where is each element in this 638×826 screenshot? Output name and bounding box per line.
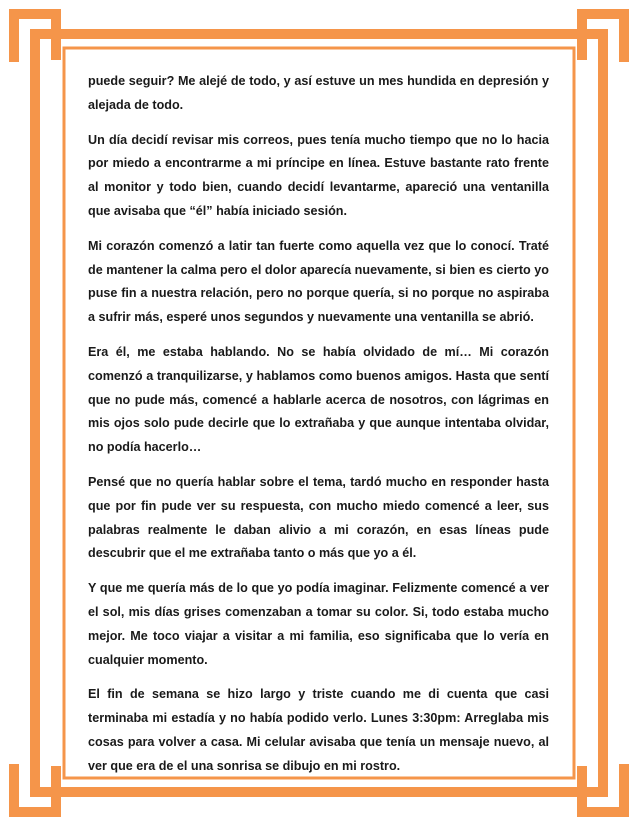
document-body xyxy=(88,70,549,790)
paragraph-5: Pensé que no quería hablar sobre el tema, tardó mucho en responder hasta que por fin pude ver su respuesta, con mucho miedo comencé a leer, sus palabras realmente le daban alivio a mi corazón, en esas líneas pude descubrir que el me extrañaba tanto o más que yo a él. xyxy=(88,474,549,561)
paragraph-7: El fin de semana se hizo largo y triste cuando me di cuenta que casi terminaba mi estadía y no había podido verlo. Lunes 3:30pm: Arreglaba mis cosas para volver a casa. Mi celular avisaba que tenía un mensaje nuevo, al ver que era de el una sonrisa se dibujo en mi rostro. xyxy=(88,687,549,773)
paragraph-6: Y que me quería más de lo que yo podía imaginar. Felizmente comencé a ver el sol, mis días grises comenzaban a tomar su color. Si, todo estaba mucho mejor. Me toco viajar a visitar a mi familia, eso significaba que lo vería en cualquier momento. xyxy=(88,581,549,667)
paragraph-3: Mi corazón comenzó a latir tan fuerte como aquella vez que lo conocí. Traté de mantener la calma pero el dolor aparecía nuevamente, si bien es cierto yo puse fin a nuestra relación, pero no porque quería, si no porque no aspiraba a sufrir más, esperé unos segundos y nuevamente una ventanilla se abrió. xyxy=(88,238,549,325)
paragraph-1: puede seguir? Me alejé de todo, y así estuve un mes hundida en depresión y alejada de todo. xyxy=(88,74,549,112)
paragraph-2: Un día decidí revisar mis correos, pues tenía mucho tiempo que no lo hacia por miedo a encontrarme a mi príncipe en línea. Estuve bastante rato frente al monitor y todo bien, cuando decidí levantarme, apareció una ventanilla que avisaba que “él” había iniciado sesión. xyxy=(88,132,549,218)
paragraph-4: Era él, me estaba hablando. No se había olvidado de mí… Mi corazón comenzó a tranquilizarse, y hablamos como buenos amigos. Hasta que sentí que no pude más, comencé a hablarle acerca de nosotros, con lágrimas en mis ojos solo pude decirle que lo extrañaba y que aunque intentaba olvidar, no podía hacerlo… xyxy=(88,344,549,455)
